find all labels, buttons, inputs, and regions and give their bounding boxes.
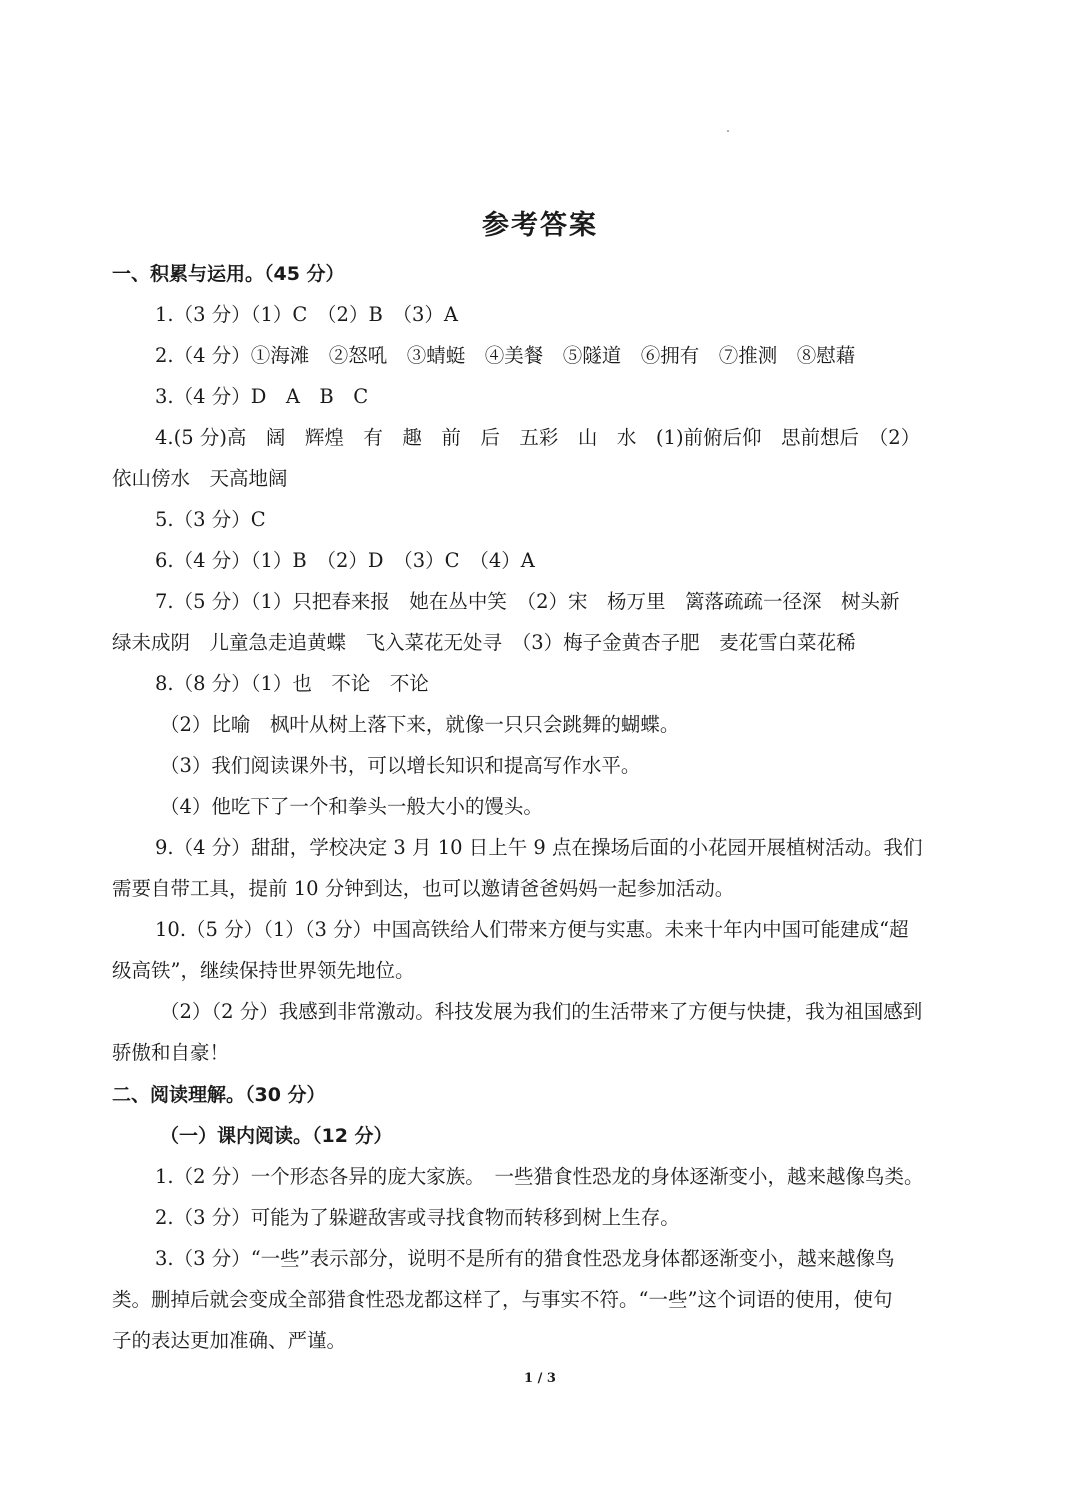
answer-line-continued: 绿未成阴 儿童急走追黄蝶 飞入菜花无处寻 （3）梅子金黄杏子肥 麦花雪白菜花稀 — [112, 631, 856, 654]
answer-subline: （3）我们阅读课外书，可以增长知识和提高写作水平。 — [160, 754, 641, 777]
answer-line: 10.（5 分）（1）（3 分）中国高铁给人们带来方便与实惠。未来十年内中国可能建成“超 — [155, 918, 909, 941]
answer-line: 2.（4 分）①海滩 ②怒吼 ③蜻蜓 ④美餐 ⑤隧道 ⑥拥有 ⑦推测 ⑧慰藉 — [155, 344, 856, 367]
page-number: 1 / 3 — [524, 1371, 556, 1386]
answer-subline: （2）（2 分）我感到非常激动。科技发展为我们的生活带来了方便与快捷，我为祖国感到 — [160, 1000, 923, 1023]
answer-subline: （4）他吃下了一个和拳头一般大小的馒头。 — [160, 795, 543, 818]
answer-line: 9.（4 分）甜甜，学校决定 3 月 10 日上午 9 点在操场后面的小花园开展植树活动。我们 — [155, 836, 923, 859]
answer-line: 8.（8 分）（1）也 不论 不论 — [155, 672, 429, 695]
answer-line: 7.（5 分）（1）只把春来报 她在丛中笑 （2）宋 杨万里 篱落疏疏一径深 树头新 — [155, 590, 900, 613]
section-heading-2: 二、阅读理解。（30 分） — [112, 1084, 326, 1106]
answer-line-continued: 子的表达更加准确、严谨。 — [112, 1329, 347, 1352]
answer-line: 6.（4 分）（1）B （2）D （3）C （4）A — [155, 549, 535, 572]
answer-line-continued: 依山傍水 天高地阔 — [112, 467, 288, 490]
answer-line: 5.（3 分）C — [155, 508, 266, 531]
answer-line: 1.（3 分）（1）C （2）B （3）A — [155, 303, 459, 326]
page-title: 参考答案 — [482, 210, 598, 241]
answer-line-continued: 类。删掉后就会变成全部猎食性恐龙都这样了，与事实不符。“一些”这个词语的使用，使句 — [112, 1288, 893, 1311]
section-heading-1: 一、积累与运用。（45 分） — [112, 263, 345, 285]
answer-line-continued: 需要自带工具，提前 10 分钟到达，也可以邀请爸爸妈妈一起参加活动。 — [112, 877, 735, 900]
subsection-heading: （一）课内阅读。（12 分） — [160, 1125, 393, 1147]
answer-line-continued: 级高铁”，继续保持世界领先地位。 — [112, 959, 415, 982]
answer-line-continued: 骄傲和自豪！ — [112, 1041, 230, 1064]
answer-line: 4.(5 分)高 阔 辉煌 有 趣 前 后 五彩 山 水 (1)前俯后仰 思前想后 （2） — [155, 426, 921, 449]
answer-subline: （2）比喻 枫叶从树上落下来，就像一只只会跳舞的蝴蝶。 — [160, 713, 680, 736]
answer-line: 2.（3 分）可能为了躲避敌害或寻找食物而转移到树上生存。 — [155, 1206, 680, 1229]
answer-line: 3.（3 分）“一些”表示部分，说明不是所有的猎食性恐龙身体都逐渐变小，越来越像鸟 — [155, 1247, 895, 1270]
answer-line: 1.（2 分）一个形态各异的庞大家族。 一些猎食性恐龙的身体逐渐变小，越来越像鸟类。 — [155, 1165, 924, 1188]
scan-speck — [727, 130, 729, 132]
answer-line: 3.（4 分）D A B C — [155, 385, 369, 408]
